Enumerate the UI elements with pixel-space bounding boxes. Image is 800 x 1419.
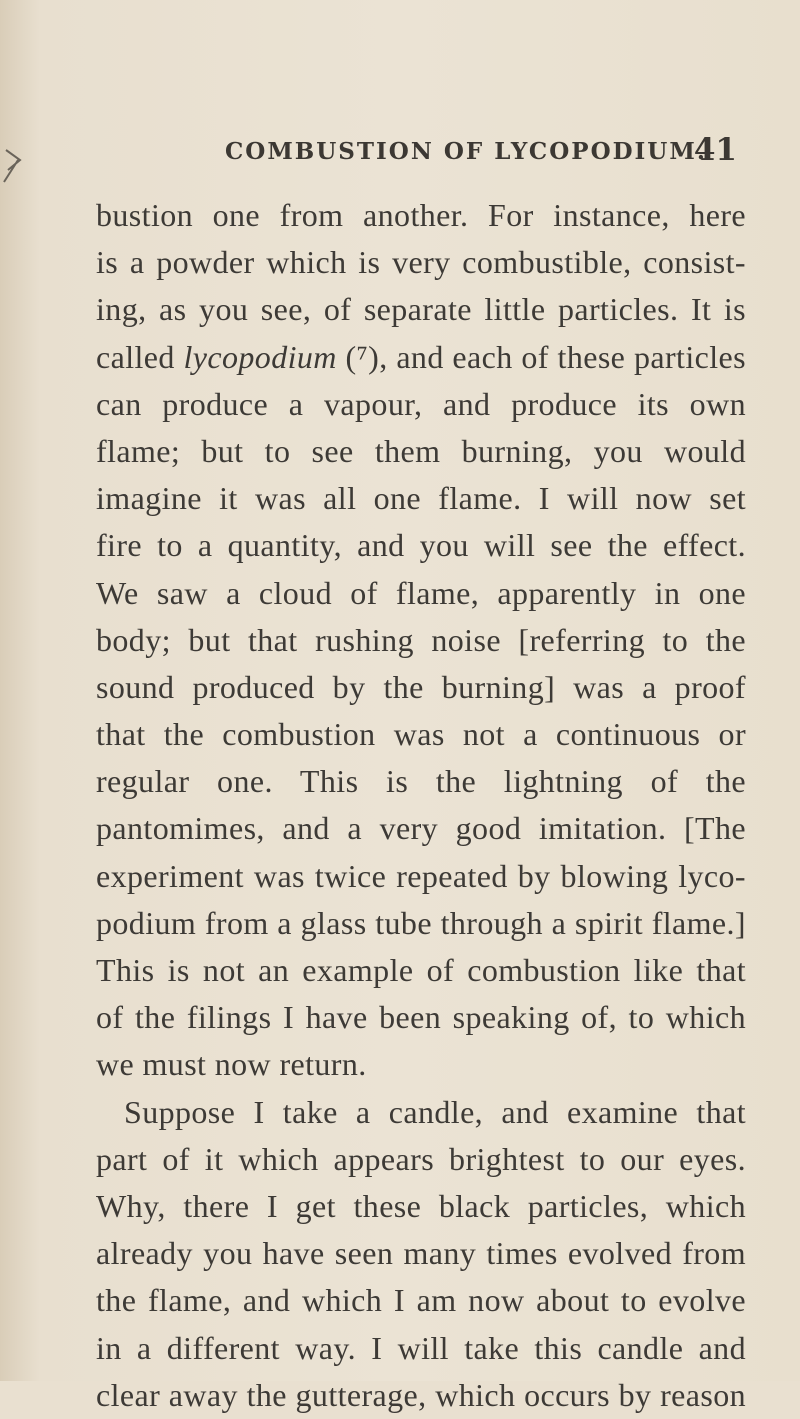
text-line: regular one. This is the lightning of the: [96, 763, 746, 800]
text-line: that the combustion was not a continuous or: [96, 716, 746, 753]
page-number: 41: [693, 132, 737, 168]
text-line: the flame, and which I am now about to evolve: [96, 1282, 746, 1319]
text-line: imagine it was all one flame. I will now set: [96, 480, 746, 517]
text-line: Why, there I get these black particles, which: [96, 1187, 746, 1224]
text-line: of the filings I have been speaking of, to which: [96, 999, 746, 1036]
text-line: already you have seen many times evolved from: [96, 1235, 746, 1272]
text-line: is a powder which is very combustible, consist-: [96, 244, 746, 281]
running-head: [225, 132, 737, 174]
text-line: in a different way. I will take this candle and: [96, 1329, 746, 1366]
margin-pencil-mark: [0, 130, 40, 190]
text-line: sound produced by the burning] was a proof: [96, 668, 746, 705]
text-line: flame; but to see them burning, you would: [96, 432, 746, 469]
text-line: called lycopodium (⁷), and each of these particles: [96, 338, 746, 375]
text-line: clear away the gutterage, which occurs by reason: [96, 1376, 746, 1413]
running-title: COMBUSTION OF LYCOPODIUM.: [225, 138, 707, 165]
text-line: bustion one from another. For instance, here: [96, 197, 746, 233]
text-line: podium from a glass tube through a spirit flame.]: [96, 904, 746, 941]
text-line: This is not an example of combustion like that: [96, 952, 746, 988]
text-line: part of it which appears brightest to our eyes.: [96, 1140, 746, 1177]
body-text: [96, 192, 746, 1419]
text-line: ing, as you see, of separate little particles. It is: [96, 291, 746, 328]
text-line: body; but that rushing noise [referring to the: [96, 621, 746, 658]
text-line: experiment was twice repeated by blowing lyco-: [96, 857, 746, 894]
text-line: We saw a cloud of flame, apparently in one: [96, 574, 746, 611]
text-line: Suppose I take a candle, and examine that: [124, 1093, 746, 1130]
text-line: pantomimes, and a very good imitation. [The: [96, 810, 746, 847]
text-line: we must now return.: [96, 1046, 367, 1083]
italic-term: lycopodium: [183, 338, 337, 375]
text-line: can produce a vapour, and produce its own: [96, 385, 746, 422]
text-line: fire to a quantity, and you will see the effect.: [96, 527, 746, 564]
